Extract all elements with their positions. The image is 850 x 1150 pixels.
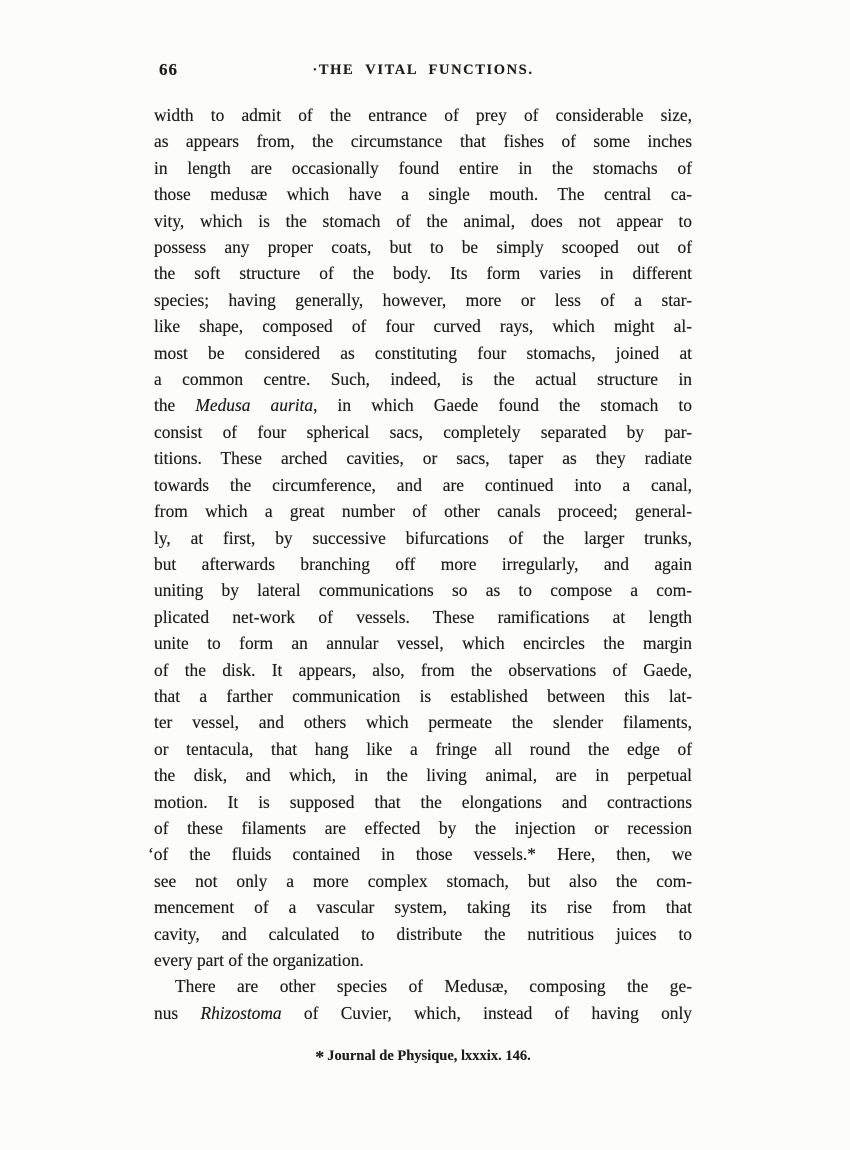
- text-segment: possess any proper coats, but to be simply scooped out of: [154, 237, 692, 258]
- text-segment: motion. It is supposed that the elongations and contractions: [154, 791, 692, 812]
- page-header: [154, 60, 692, 86]
- running-header: ·THE VITAL FUNCTIONS.: [312, 62, 534, 78]
- text-segment: , in which Gaede found the stomach to: [313, 395, 692, 416]
- text-line: [154, 498, 692, 524]
- text-line: [154, 973, 692, 999]
- text-segment: a common centre. Such, indeed, is the actual structure in: [154, 369, 692, 390]
- text-segment: plicated net-work of vessels. These ramifications at length: [154, 606, 692, 627]
- text-line: [154, 630, 692, 656]
- text-segment: unite to form an annular vessel, which encircles the margin: [154, 633, 692, 654]
- text-line: [154, 551, 692, 577]
- text-line: [154, 366, 692, 392]
- text-segment: consist of four spherical sacs, completely separated by par-: [154, 421, 692, 442]
- text-line: [154, 709, 692, 735]
- text-line: [154, 868, 692, 894]
- text-line: [154, 657, 692, 683]
- text-line: [154, 392, 692, 418]
- footnote-marker: *: [315, 1047, 325, 1067]
- text-segment: in length are occasionally found entire in the stomachs of: [154, 157, 692, 178]
- text-line: [154, 445, 692, 471]
- footnote: [154, 1048, 692, 1066]
- text-segment: There are other species of Medusæ, composing the ge-: [175, 976, 692, 997]
- text-segment: vity, which is the stomach of the animal, does not appear to: [154, 210, 692, 231]
- text-segment: towards the circumference, and are continued into a canal,: [154, 474, 692, 495]
- text-line: [154, 340, 692, 366]
- text-segment: that a farther communication is established between this lat-: [154, 685, 692, 706]
- text-segment: mencement of a vascular system, taking its rise from that: [154, 897, 692, 918]
- text-segment: of these filaments are effected by the injection or recession: [154, 817, 692, 838]
- text-line: [154, 683, 692, 709]
- text-segment: titions. These arched cavities, or sacs, taper as they radiate: [154, 448, 692, 469]
- text-segment: every part of the organization.: [154, 950, 364, 970]
- text-segment: of Cuvier, which, instead of having only: [281, 1002, 692, 1023]
- text-line: [154, 894, 692, 920]
- species-name-italic: Medusa aurita: [195, 395, 314, 416]
- text-segment: uniting by lateral communications so as to compose a com-: [154, 580, 692, 601]
- text-line: [154, 472, 692, 498]
- body-text: [148, 102, 692, 1026]
- text-segment: width to admit of the entrance of prey of considerable size,: [154, 105, 692, 125]
- text-line: [154, 1000, 692, 1026]
- text-segment: as appears from, the circumstance that fishes of some inches: [154, 131, 692, 152]
- text-line: [154, 260, 692, 286]
- text-segment: those medusæ which have a single mouth. The central ca-: [154, 184, 692, 205]
- text-segment: ‘of the fluids contained in those vessels.* Here, then, we: [148, 844, 692, 865]
- text-line: [154, 419, 692, 445]
- text-line: [154, 208, 692, 234]
- text-segment: species; having generally, however, more or less of a star-: [154, 289, 692, 310]
- text-segment: nus: [154, 1002, 201, 1023]
- text-line: [154, 181, 692, 207]
- text-segment: see not only a more complex stomach, but also the com-: [154, 870, 692, 891]
- text-line: [148, 841, 692, 867]
- text-line: [154, 604, 692, 630]
- text-segment: from which a great number of other canals proceed; general-: [154, 501, 692, 522]
- text-segment: the disk, and which, in the living animal, are in perpetual: [154, 765, 692, 786]
- page-number: 66: [159, 60, 178, 79]
- text-segment: cavity, and calculated to distribute the nutritious juices to: [154, 923, 692, 944]
- text-line: [154, 102, 692, 128]
- text-line: [154, 762, 692, 788]
- text-segment: but afterwards branching off more irregularly, and again: [154, 553, 692, 574]
- text-segment: ter vessel, and others which permeate the slender filaments,: [154, 712, 692, 733]
- text-line: [154, 815, 692, 841]
- text-line: [154, 313, 692, 339]
- text-line: [154, 128, 692, 154]
- text-segment: or tentacula, that hang like a fringe all round the edge of: [154, 738, 692, 759]
- text-line: [154, 947, 692, 973]
- text-line: [154, 234, 692, 260]
- text-line: [154, 921, 692, 947]
- text-segment: the: [154, 395, 196, 416]
- text-line: [154, 577, 692, 603]
- footnote-text: Journal de Physique, lxxxix. 146.: [327, 1048, 531, 1064]
- text-segment: the soft structure of the body. Its form varies in different: [154, 263, 692, 284]
- species-name-italic: Rhizostoma: [200, 1002, 282, 1023]
- text-segment: most be considered as constituting four stomachs, joined at: [154, 342, 692, 363]
- text-line: [154, 287, 692, 313]
- text-line: [154, 525, 692, 551]
- text-segment: like shape, composed of four curved rays, which might al-: [154, 316, 692, 337]
- text-segment: of the disk. It appears, also, from the observations of Gaede,: [154, 659, 692, 680]
- text-segment: ly, at first, by successive bifurcations of the larger trunks,: [154, 527, 692, 548]
- text-line: [154, 736, 692, 762]
- text-line: [154, 789, 692, 815]
- text-line: [154, 155, 692, 181]
